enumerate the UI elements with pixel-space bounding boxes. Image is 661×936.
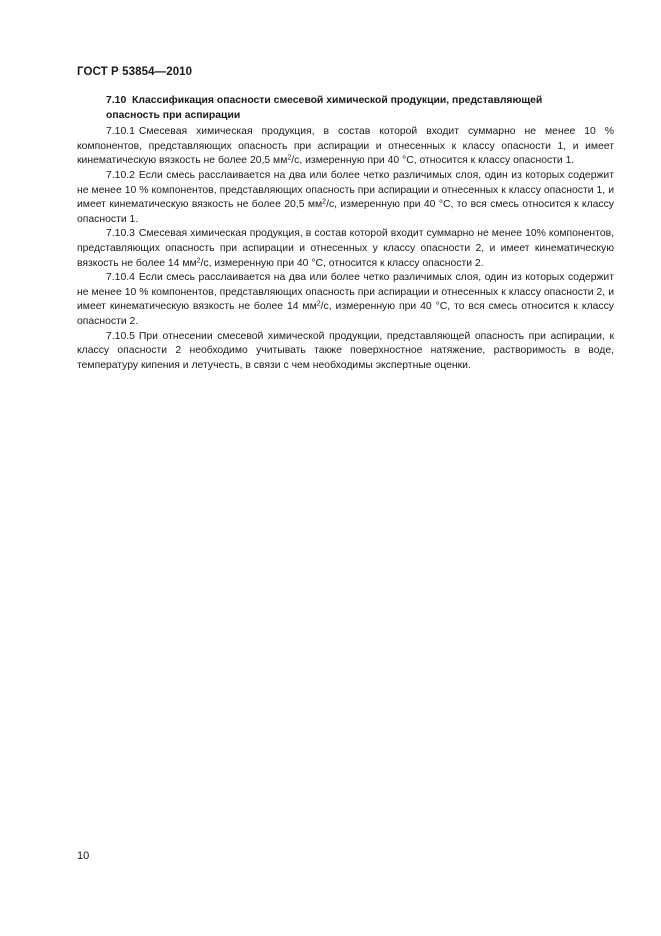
paragraph-text-end: /с, измеренную при 40 °C, относится к классу опасности 1. bbox=[291, 155, 575, 167]
paragraph-number: 7.10.2 bbox=[106, 169, 135, 181]
section-number: 7.10 bbox=[106, 95, 127, 106]
paragraph-7-10-2 bbox=[77, 169, 614, 227]
paragraph-text: При отнесении смесевой химической продукции, представляющей опасность при аспирации, к классу опасности 2 необходимо учитывать также поверхностное натяжение, растворимость в воде, температуру кипения и летучесть, в связи с чем необходимы экспертные оценки. bbox=[77, 330, 614, 371]
paragraph-7-10-1 bbox=[77, 125, 614, 169]
section-title-text-2: опасность при аспирации bbox=[106, 109, 241, 121]
page-number: 10 bbox=[77, 850, 90, 862]
superscript: 2 bbox=[287, 154, 292, 162]
paragraph-number: 7.10.1 bbox=[106, 126, 135, 138]
section-heading-line-1 bbox=[106, 94, 614, 109]
section-heading bbox=[77, 94, 614, 123]
paragraph-7-10-3 bbox=[77, 227, 614, 271]
paragraph-text-end: /с, измеренную при 40 °C, то вся смесь относится к классу опасности 1. bbox=[77, 199, 615, 225]
paragraph-text: Смесевая химическая продукция, в состав которой входит суммарно не менее 10% компонентов, представляющих опасность при аспирации и отнесенных у классу опасности 2, и имеет кинематическую вязкость не более 14 мм bbox=[77, 228, 614, 269]
paragraph-text: Смесевая химическая продукция, в состав которой входит суммарно не менее 10 % компонентов, представляющих опасность при аспирации и отнесенных к классу опасности 1, и имеет кинематическую вязкость не более 20,5 мм bbox=[77, 126, 614, 167]
superscript: 2 bbox=[316, 300, 321, 308]
section-title-text-1: Классификация опасности смесевой химической продукции, представляющей bbox=[132, 95, 543, 106]
paragraph-number: 7.10.3 bbox=[106, 228, 135, 240]
document-code-header: ГОСТ Р 53854—2010 bbox=[77, 66, 193, 78]
superscript: 2 bbox=[322, 198, 327, 206]
paragraph-7-10-4 bbox=[77, 271, 614, 329]
page-content bbox=[77, 94, 614, 373]
paragraph-number: 7.10.5 bbox=[106, 330, 135, 342]
superscript: 2 bbox=[196, 257, 201, 265]
paragraph-7-10-5 bbox=[77, 330, 614, 374]
paragraph-number: 7.10.4 bbox=[106, 272, 135, 284]
paragraph-text-end: /с, измеренную при 40 °C, относится к классу опасности 2. bbox=[200, 257, 484, 269]
paragraph-text: Если смесь расслаивается на два или более четко различимых слоя, один из которых содержит не менее 10 % компонентов, представляющих опасность при аспирации и отнесенных к классу опасности 1, и имеет кинематическую вязкость не более 20,5 мм bbox=[77, 169, 614, 211]
paragraph-text-end: /с, измеренную при 40 °C, то вся смесь относится к классу опасности 2. bbox=[77, 301, 614, 327]
paragraph-text: Если смесь расслаивается на два или более четко различимых слоя, один из которых содержит не менее 10 % компонентов, представляющих опасность при аспирации и отнесенных к классу опасности 2, и имеет кинематическую вязкость не более 14 мм bbox=[77, 272, 614, 313]
